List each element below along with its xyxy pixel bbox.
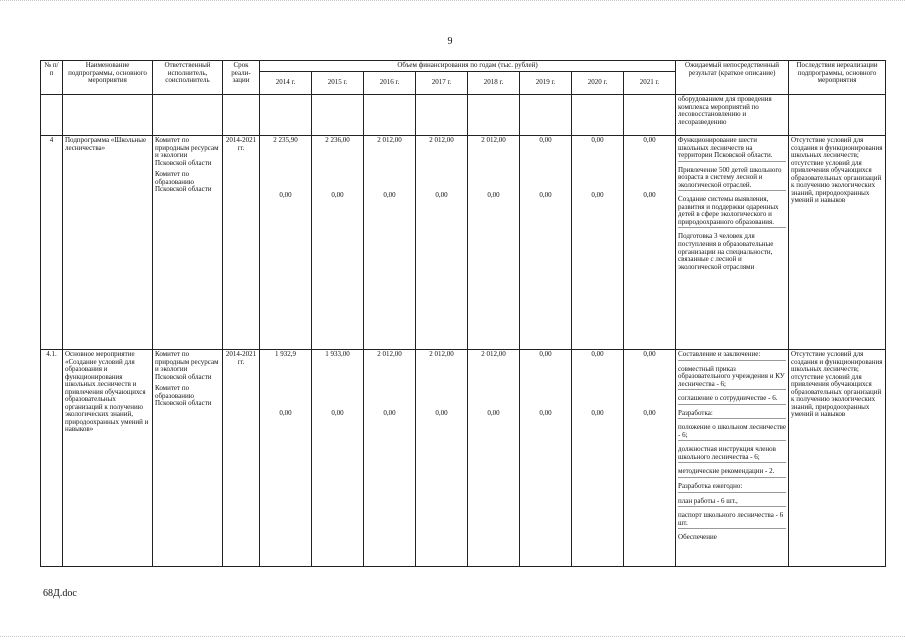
finance-value: 0,00 bbox=[279, 409, 292, 417]
scan-edge-bottom bbox=[0, 636, 905, 637]
responsible-item: Комитет по образованию Псковской области bbox=[155, 170, 212, 194]
responsible-item: Комитет по природным ресурсам и экологии Псковской области bbox=[155, 350, 219, 381]
finance-value: 0,00 bbox=[279, 191, 292, 199]
finance-value: 0,00 bbox=[643, 350, 656, 358]
result-item: Создание системы выявления, развития и поддержки одаренных детей в сфере экологического и природоохранного образования. bbox=[678, 196, 786, 228]
finance-value: 2 012,00 bbox=[429, 136, 454, 144]
finance-value: 0,00 bbox=[383, 409, 396, 417]
header-consequences: Последствия нереализации подпрограммы, основного мероприятия bbox=[789, 61, 886, 95]
finance-value: 0,00 bbox=[487, 409, 500, 417]
row-number: 4.1. bbox=[41, 350, 63, 567]
finance-value: 1 932,9 bbox=[275, 350, 296, 358]
header-term: Срок реали-зации bbox=[223, 61, 260, 95]
finance-cell bbox=[468, 136, 520, 350]
finance-value: 0,00 bbox=[539, 350, 552, 358]
header-year: 2017 г. bbox=[416, 72, 468, 95]
row-responsible bbox=[153, 136, 223, 350]
result-item: соглашение о сотрудничестве - 6. bbox=[678, 395, 786, 405]
header-result: Ожидаемый непосредственный результат (краткое описание) bbox=[676, 61, 789, 95]
finance-value: 2 236,00 bbox=[325, 136, 350, 144]
row-result bbox=[676, 136, 789, 350]
result-item: положение о школьном лесничестве - 6; bbox=[678, 424, 786, 441]
result-item: Разработка ежегодно: bbox=[678, 483, 786, 493]
finance-cell bbox=[624, 136, 676, 350]
result-item: Функционирование шести школьных лесничеств на территории Псковской области. bbox=[678, 137, 786, 162]
row-term: 2014-2021 гг. bbox=[223, 136, 260, 350]
finance-cell bbox=[260, 136, 312, 350]
finance-value: 1 933,00 bbox=[325, 350, 350, 358]
finance-cell bbox=[312, 136, 364, 350]
result-item: план работы - 6 шт., bbox=[678, 498, 786, 508]
result-item: паспорт школьного лесничества - 6 шт. bbox=[678, 512, 786, 529]
finance-cell bbox=[572, 350, 624, 567]
finance-value: 0,00 bbox=[643, 136, 656, 144]
finance-value: 2 012,00 bbox=[429, 350, 454, 358]
finance-value: 0,00 bbox=[435, 191, 448, 199]
header-year: 2014 г. bbox=[260, 72, 312, 95]
finance-value: 0,00 bbox=[591, 350, 604, 358]
finance-value: 0,00 bbox=[539, 191, 552, 199]
finance-cell bbox=[364, 350, 416, 567]
scan-edge-top bbox=[0, 0, 905, 1]
finance-cell bbox=[468, 350, 520, 567]
finance-value: 0,00 bbox=[591, 409, 604, 417]
header-row bbox=[41, 61, 886, 72]
finance-value: 0,00 bbox=[539, 136, 552, 144]
finance-value: 2 235,90 bbox=[273, 136, 298, 144]
responsible-item: Комитет по образованию Псковской области bbox=[155, 384, 212, 408]
finance-cell bbox=[416, 136, 468, 350]
finance-value: 2 012,00 bbox=[481, 136, 506, 144]
finance-cell bbox=[520, 350, 572, 567]
finance-value: 0,00 bbox=[331, 191, 344, 199]
finance-cell bbox=[416, 350, 468, 567]
header-responsible: Ответственный исполнитель, соисполнитель bbox=[153, 61, 223, 95]
finance-cell bbox=[572, 136, 624, 350]
result-item: Разработка: bbox=[678, 410, 786, 420]
row-consequences: Отсутствие условий для создания и функционирования школьных лесничеств; отсутствие условий для привлечения обучающихся образовательных организаций к получению экологических знаний, природоохранных умений и навыков bbox=[789, 350, 886, 567]
finance-value: 2 012,00 bbox=[377, 136, 402, 144]
result-item: Обеспечение bbox=[678, 533, 717, 542]
row-consequences: Отсутствие условий для создания и функционирования школьных лесничеств; отсутствие условий для привлечения обучающихся образовательных организаций к получению экологических знаний, природоохранных умений и навыков bbox=[789, 136, 886, 350]
finance-cell bbox=[520, 136, 572, 350]
header-year: 2019 г. bbox=[520, 72, 572, 95]
finance-value: 0,00 bbox=[643, 409, 656, 417]
responsible-item: Комитет по природным ресурсам и экологии Псковской области bbox=[155, 136, 219, 167]
finance-cell bbox=[312, 350, 364, 567]
finance-value: 0,00 bbox=[487, 191, 500, 199]
footer-filename: 68Д.doc bbox=[43, 588, 77, 599]
result-continuation: оборудованием для проведения комплекса мероприятий по лесовосстановлению и лесоразведению bbox=[676, 95, 789, 136]
finance-value: 0,00 bbox=[643, 191, 656, 199]
finance-value: 2 012,00 bbox=[481, 350, 506, 358]
finance-value: 0,00 bbox=[591, 191, 604, 199]
row-responsible bbox=[153, 350, 223, 567]
row-name: Основное мероприятие «Создание условий для образования и функционирования школьных лесничеств и привлечения обучающихся образовательных организаций к получению экологических знаний, природоохранных умений и навыков» bbox=[63, 350, 153, 567]
result-item: Составление и заключение: bbox=[678, 351, 786, 361]
header-year: 2015 г. bbox=[312, 72, 364, 95]
row-name: Подпрограмма «Школьные лесничества» bbox=[63, 136, 153, 350]
table-row-continuation bbox=[41, 95, 886, 136]
header-year: 2016 г. bbox=[364, 72, 416, 95]
finance-value: 0,00 bbox=[383, 191, 396, 199]
result-item: Подготовка 3 человек для поступления в образовательные организации на специальности, связанные с лесной и экологической отраслями bbox=[678, 232, 774, 271]
result-item: должностная инструкция членов школьного лесничества - 6; bbox=[678, 446, 786, 463]
table-row bbox=[41, 136, 886, 350]
table-row bbox=[41, 350, 886, 567]
header-finance: Объем финансирования по годам (тыс. рублей) bbox=[260, 61, 676, 72]
row-result bbox=[676, 350, 789, 567]
header-year: 2018 г. bbox=[468, 72, 520, 95]
finance-cell bbox=[364, 136, 416, 350]
page-number: 9 bbox=[447, 36, 453, 47]
finance-value: 0,00 bbox=[539, 409, 552, 417]
finance-cell bbox=[260, 350, 312, 567]
finance-value: 0,00 bbox=[591, 136, 604, 144]
header-year: 2021 г. bbox=[624, 72, 676, 95]
header-num: № п/п bbox=[41, 61, 63, 95]
finance-value: 0,00 bbox=[331, 409, 344, 417]
row-term: 2014-2021 гг. bbox=[223, 350, 260, 567]
finance-value: 2 012,00 bbox=[377, 350, 402, 358]
row-number: 4 bbox=[41, 136, 63, 350]
finance-cell bbox=[624, 350, 676, 567]
result-item: совместный приказ образовательного учреждения и КУ лесничества - 6; bbox=[678, 366, 786, 391]
result-item: методические рекомендации - 2. bbox=[678, 468, 786, 478]
header-name: Наименование подпрограммы, основного мероприятия bbox=[63, 61, 153, 95]
result-item: Привлечение 500 детей школьного возраста в систему лесной и экологической отраслей. bbox=[678, 167, 786, 192]
program-table bbox=[40, 60, 886, 567]
header-year: 2020 г. bbox=[572, 72, 624, 95]
finance-value: 0,00 bbox=[435, 409, 448, 417]
